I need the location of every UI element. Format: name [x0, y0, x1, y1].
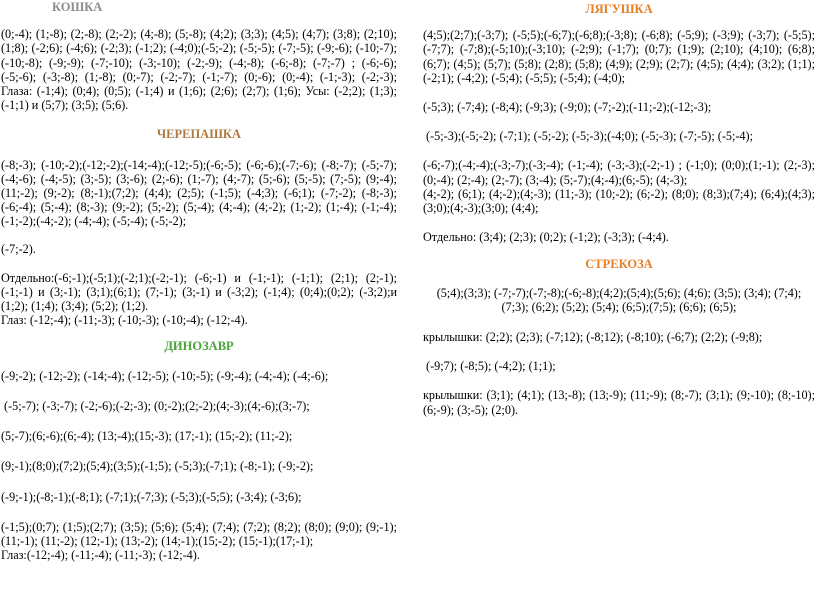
dino-line-4: (9;-1);(8;0);(7;2);(5;4);(3;5);(-1;5); (-5;3);(-7;1); (-8;-1); (-9;-2); [1, 459, 314, 474]
turtle-title: ЧЕРЕПАШКА [156, 127, 242, 142]
turtle-eye: Глаз: (-12;-4); (-11;-3); (-10;-3); (-10;-4); (-12;-4). [1, 313, 248, 328]
frog-title: ЛЯГУШКА [585, 2, 653, 16]
dragonfly-wings-1-end: (-9;7); (-8;5); (-4;2); (1;1); [423, 359, 556, 374]
cat-coordinates: (0;-4); (1;-8); (2;-8); (2;-2); (4;-8); (5;-8); (4;2); (3;3); (4;5); (4;7); (3;8); (2;10); (1;8); (-2;6); (-4;6); (-2;3); (-1;2); (-4;0);(-5;-2); (-5;-5); (-7;-5); (-9;-6); (-10;-7); (-10;-8); (-9;-9); (-7;-10); (-3;-10); (-2;-9); (-4;-8); (-6;-8); (-7;-7) ; (-6;-6);(-5;-6); (-3;-8); (1;-8); (0;-7); (-2;-7); (-1;-7); (0;-6); (0;-4); (-1;-3); (-2;-3); Глаза: (-1;4); (0;4); (0;5); (-1;4) и (1;6); (2;6); (2;7); (1;6); Усы: (-2;2); (1;3); (-1;1) и (5;7); (3;5); (5;6). [1, 27, 397, 113]
dino-eye: Глаз:(-12;-4); (-11;-4); (-11;-3); (-12;-4). [1, 548, 200, 563]
dino-line-1: (-9;-2); (-12;-2); (-14;-4); (-12;-5); (-10;-5); (-9;-4); (-4;-4); (-4;-6); [1, 368, 329, 383]
dragonfly-wings-1: крылышки: (2;2); (2;3); (-7;12); (-8;12); (-8;10); (-6;7); (2;2); (-9;8); [423, 330, 763, 345]
frog-line-2: (-5;3); (-7;4); (-8;4); (-9;3); (-9;0); (-7;-2);(-11;-2);(-12;-3); [423, 100, 712, 115]
cat-title: КОШКА [52, 0, 103, 14]
frog-line-5: (4;-2); (6;1); (4;-2);(4;-3); (11;-3); (10;-2); (6;-2); (8;0); (8;3);(7;4); (6;4);(4;3); (3;0);(4;-3);(3;0); (4;4); [423, 186, 815, 216]
dragonfly-coordinates: (5;4);(3;3); (-7;-7);(-7;-8);(-6;-8);(4;2);(5;4);(5;6); (4;6); (3;5); (3;4); (7;4); (7;3); (6;2); (5;2); (5;4); (6;5);(7;5); (6;6); (6;5); [436, 285, 802, 314]
frog-line-4: (-6;-7);(-4;-4);(-3;-7);(-3;-4); (-1;-4); (-3;-3);(-2;-1) ; (-1;0); (0;0);(1;-1); (2;-3);(0;-4); (2;-4); (2;-7); (3;-4); (5;-7);(4;-4);(6;-5); (4;-3); [423, 158, 815, 187]
turtle-coordinates: (-8;-3); (-10;-2);(-12;-2);(-14;-4);(-12;-5);(-6;-5); (-6;-6);(-7;-6); (-8;-7); (-5;-7); (-4;-6); (-4;-5); (3;-5); (3;-6); (2;-6); (1;-7); (4;-7); (5;-6); (5;-5); (7;-5); (9;-4); (11;-2); (9;-2); (8;-1);(7;2); (4;4); (2;5); (-1;5); (-4;3); (-6;1); (-7;-2); (-8;-3); (-6;-4); (5;-4); (8;-3); (9;-2); (5;-2); (5;-4); (4;-4); (4;-2); (1;-2); (1;-4); (-1;-4); (-1;-2);(-4;-2); (-4;-4); (-5;-4); (-5;-2); [1, 157, 397, 229]
dino-line-5: (-9;-1);(-8;-1);(-8;1); (-7;1);(-7;3); (-5;3);(-5;5); (-3;4); (-3;6); [1, 489, 302, 504]
right-column [423, 0, 815, 417]
dino-line-3: (5;-7);(6;-6);(6;-4); (13;-4);(15;-3); (17;-1); (15;-2); (11;-2); [1, 429, 293, 444]
dino-line-2: (-5;-7); (-3;-7); (-2;-6);(-2;-3); (0;-2);(2;-2);(4;-3);(4;-6);(3;-7); [1, 399, 310, 414]
frog-coordinates: (4;5);(2;7);(-3;7); (-5;5);(-6;7);(-6;8);(-3;8); (-6;8); (-5;9); (-3;9); (-3;7); (-5;5); (-7;7); (-7;8);(-5;10);(-3;10); (-2;9); (-1;7); (0;7); (1;9); (2;10); (4;10); (6;8); (6;7); (4;5); (5;7); (5;8); (2;8); (5;8); (4;9); (2;9); (2;7); (4;5); (4;4); (3;2); (1;1); (-2;1); (-4;2); (-5;4); (-5;5); (-5;4); (-4;0); [423, 28, 815, 85]
left-column [1, 0, 397, 562]
dino-line-6: (-1;5);(0;7); (1;5);(2;7); (3;5); (5;6); (5;4); (7;4); (7;2); (8;2); (8;0); (9;0); (9;-1); (11;-1); (11;-2); (12;-1); (13;-2); (14;-1);(15;-2); (15;-1);(17;-1); [1, 519, 397, 549]
frog-separate: Отдельно: (3;4); (2;3); (0;2); (-1;2); (-3;3); (-4;4). [423, 230, 669, 245]
dino-title: ДИНОЗАВР [164, 338, 234, 353]
turtle-separate: Отдельно:(-6;-1);(-5;1);(-2;1);(-2;-1); (-6;-1) и (-1;-1); (-1;1); (2;1); (2;-1); (-1;-1) и (3;-1); (3;1);(6;1); (7;-1); (3;-1) и (-3;2); (-1;4); (0;4);(0;2); (-3;2);и (1;2); (1;4); (3;4); (5;2); (1;2). [1, 270, 397, 314]
dragonfly-wings-2: крылышки: (3;1); (4;1); (13;-8); (13;-9); (11;-9); (8;-7); (3;1); (9;-10); (8;-10); (6;-9); (3;-5); (2;0). [423, 388, 815, 417]
dragonfly-title: СТРЕКОЗА [585, 257, 653, 272]
turtle-coordinates-end: (-7;-2). [1, 241, 36, 256]
frog-line-3: (-5;-3);(-5;-2); (-7;1); (-5;-2); (-5;-3);(-4;0); (-5;-3); (-7;-5); (-5;-4); [423, 129, 753, 144]
